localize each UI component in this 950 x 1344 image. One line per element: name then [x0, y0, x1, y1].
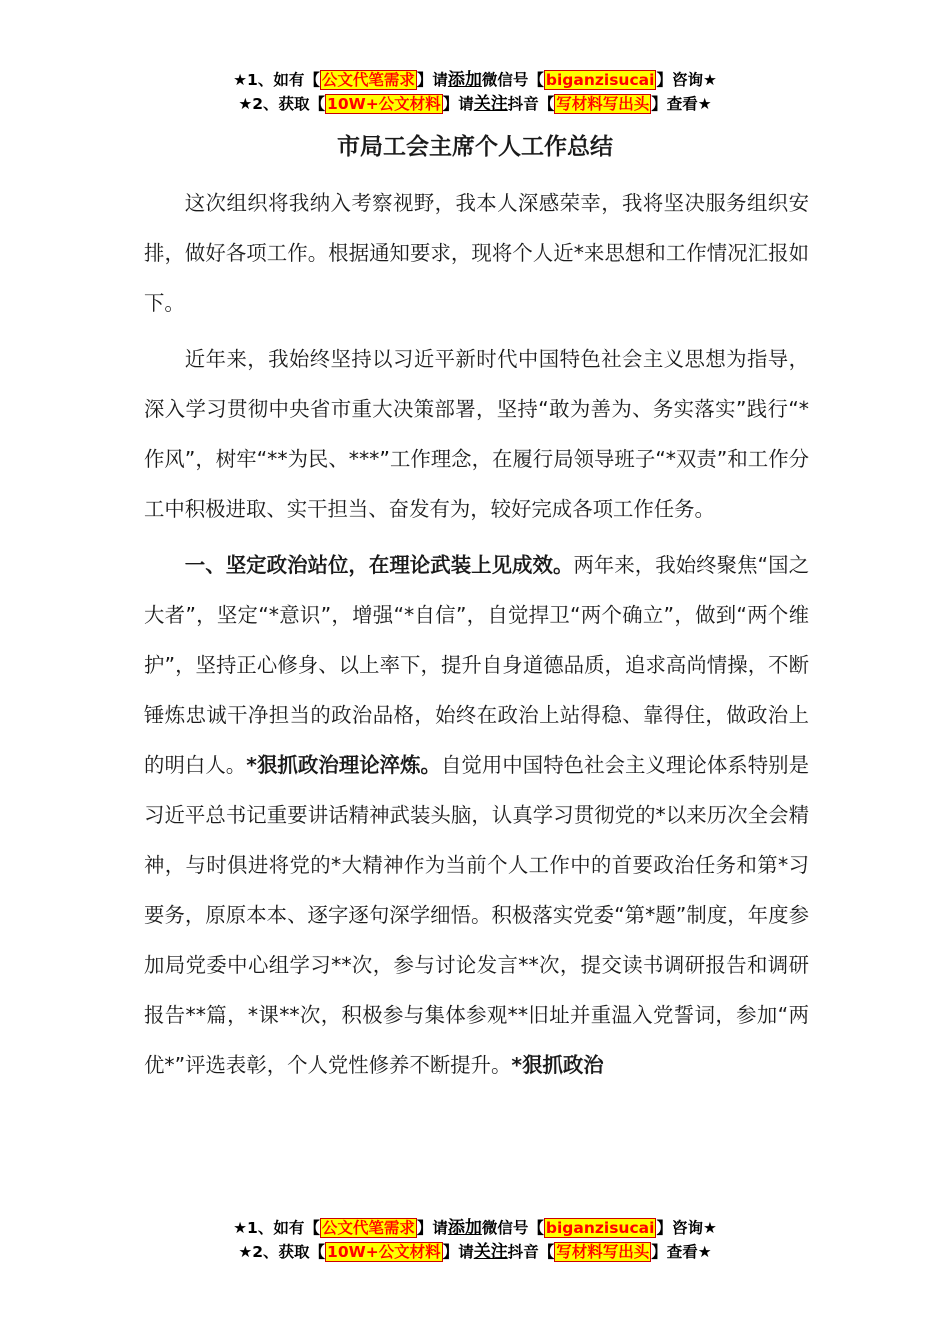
underlined-follow: 关注: [473, 94, 508, 114]
star-icon: ★: [238, 1243, 253, 1261]
highlight-wechat-id: biganzisucai: [545, 71, 655, 89]
paragraph-section-1: 一、坚定政治站位，在理论武装上见成效。两年来，我始终聚焦“国之大者”，坚定“*意识”，增强“*自信”，自觉捍卫“两个确立”，做到“两个维护”，坚持正心修身、以上率下，提升自身道德品质，追求高尚情操，不断锤炼忠诚干净担当的政治品格，始终在政治上站得稳、靠得住，做政治上的明白人。*狠抓政治理论淬炼。自觉用中国特色社会主义理论体系特别是习近平总书记重要讲话精神武装头脑，认真学习贯彻党的*以来历次全会精神，与时俱进将党的*大精神作为当前个人工作中的首要政治任务和第*习要务，原原本本、逐字逐句深学细悟。积极落实党委“第*题”制度，年度参加局党委中心组学习**次，参与讨论发言**次，提交读书调研报告和调研报告**篇，*课**次，积极参与集体参观**旧址并重温入党誓词，参加“两优*”评选表彰，个人党性修养不断提升。*狠抓政治: [144, 553, 810, 1077]
star-icon: ★: [697, 95, 712, 113]
highlight-douyin: 写材料写出头: [556, 1243, 650, 1261]
star-icon: ★: [702, 1219, 717, 1237]
subsection-heading: *狠抓政治: [511, 1053, 604, 1077]
promo-line-2: ★2、获取【 10W+公文材料 】请关注抖音【 写材料写出头 】查看★: [238, 1242, 712, 1262]
promo-banner-bottom: [0, 1216, 950, 1264]
star-icon: ★: [697, 1243, 712, 1261]
underlined-add: 添加: [447, 70, 482, 90]
star-icon: ★: [238, 95, 253, 113]
highlight-materials: 10W+公文材料: [327, 95, 441, 113]
highlight-service: 公文代笔需求: [321, 71, 415, 89]
underlined-add: 添加: [447, 1218, 482, 1238]
section-heading: 一、坚定政治站位，在理论武装上见成效。: [184, 553, 574, 577]
highlight-materials: 10W+公文材料: [327, 1243, 441, 1261]
paragraph-intro: 这次组织将我纳入考察视野，我本人深感荣幸，我将坚决服务组织安排，做好各项工作。根据通知要求，现将个人近*来思想和工作情况汇报如下。: [144, 191, 809, 315]
highlight-douyin: 写材料写出头: [556, 95, 650, 113]
promo-line-2: ★2、获取【 10W+公文材料 】请关注抖音【 写材料写出头 】查看★: [238, 94, 712, 114]
underlined-follow: 关注: [473, 1242, 508, 1262]
highlight-wechat-id: biganzisucai: [545, 1219, 655, 1237]
document-title: 市局工会主席个人工作总结: [337, 134, 613, 160]
promo-line-1: ★1、如有【 公文代笔需求 】请添加微信号【 biganzisucai 】咨询★: [233, 1218, 717, 1238]
star-icon: ★: [233, 71, 248, 89]
promo-line-1: ★1、如有【 公文代笔需求 】请添加微信号【 biganzisucai 】咨询★: [233, 70, 717, 90]
star-icon: ★: [233, 1219, 248, 1237]
paragraph-overview: 近年来，我始终坚持以习近平新时代中国特色社会主义思想为指导，深入学习贯彻中央省市重大决策部署，坚持“敢为善为、务实落实”践行“*作风”，树牢“**为民、***”工作理念，在履行局领导班子“*双责”和工作分工中积极进取、实干担当、奋发有为，较好完成各项工作任务。: [144, 347, 809, 521]
highlight-service: 公文代笔需求: [321, 1219, 415, 1237]
document-body: [144, 178, 809, 1096]
star-icon: ★: [702, 71, 717, 89]
promo-banner-top: [0, 68, 950, 116]
subsection-heading: *狠抓政治理论淬炼。: [246, 753, 441, 777]
